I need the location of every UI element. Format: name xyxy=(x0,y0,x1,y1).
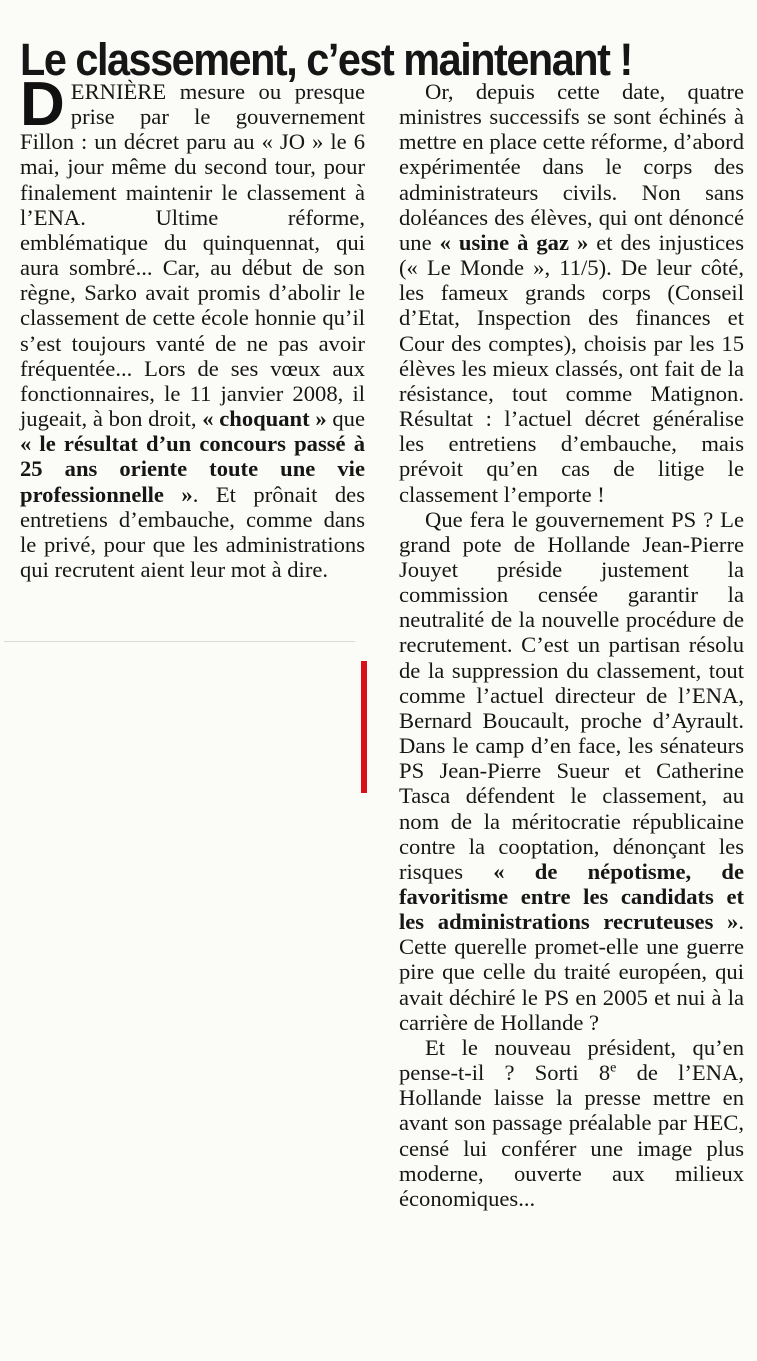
column-end-rule xyxy=(4,641,355,642)
paragraph-1-text-3: . Et prônait des entretiens d’embauche, comme dans le privé, pour que les administrations qui recrutent aient leur mot à dire. xyxy=(20,481,365,582)
quote-usine-a-gaz: « usine à gaz » xyxy=(439,229,589,255)
paragraph-1-text: ERNIÈRE mesure ou presque prise par le gouvernement Fillon : un décret paru au « JO » le 6 mai, jour même du second tour, pour finalement maintenir le classement à l’ENA. Ultime réforme, emblématique du quinquennat, qui aura sombré... Car, au début de son règne, Sarko avait promis d’abolir le classement de cette école honnie qu’il s’est toujours vanté de ne pas avoir fréquentée... Lors de ses vœux aux fonctionnaires, le 11 janvier 2008, il jugeait, à bon droit, xyxy=(20,79,365,432)
paragraph-3-text-2: . Cette querelle promet-elle une guerre pire que celle du traité européen, qui avait déchiré le PS en 2005 et nui à la carrière de Hollande ? xyxy=(399,909,744,1035)
red-margin-mark xyxy=(361,661,367,793)
left-column xyxy=(20,70,365,582)
paragraph-2-text-2: et des injustices (« Le Monde », 11/5). De leur côté, les fameux grands corps (Conseil d’Etat, Inspection des finances et Cour des comptes), choisis par les 15 élèves les mieux classés, ont fait de la résistance, tout comme Matignon. Résultat : l’actuel décret généralise les entretiens d’embauche, mais prévoit qu’en cas de litige le classement l’emporte ! xyxy=(399,229,744,507)
paragraph-4-text: Et le nouveau président, qu’en pense-t-il ? Sorti 8 xyxy=(399,1034,744,1086)
paragraph-4 xyxy=(399,1035,744,1211)
quote-concours: « le résultat d’un concours passé à 25 ans oriente toute une vie professionnelle » xyxy=(20,431,365,507)
quote-nepotisme: « de népotisme, de favoritisme entre les candidats et les administrations recruteuses » xyxy=(399,858,744,935)
paragraph-2 xyxy=(399,79,744,507)
ordinal-superscript: e xyxy=(610,1060,617,1076)
article-headline: Le classement, c’est maintenant ! xyxy=(20,34,632,86)
drop-cap-letter: D xyxy=(20,70,65,139)
right-column xyxy=(399,79,744,1211)
paragraph-4-text-2: de l’ENA, Hollande laisse la presse mettre en avant son passage préalable par HEC, censé lui conférer une image plus moderne, ouverte aux milieux économiques... xyxy=(399,1060,744,1211)
paragraph-1 xyxy=(20,70,365,582)
paragraph-1-text-2: que xyxy=(326,406,365,432)
quote-choquant: « choquant » xyxy=(202,406,327,432)
paragraph-2-text: Or, depuis cette date, quatre ministres successifs se sont échinés à mettre en place cette réforme, d’abord expérimentée dans le corps des administrateurs civils. Non sans doléances des élèves, qui ont dénoncé une xyxy=(399,79,744,255)
paragraph-3 xyxy=(399,507,744,1035)
paragraph-3-text: Que fera le gouvernement PS ? Le grand pote de Hollande Jean-Pierre Jouyet préside justement la commission censée garantir la neutralité de la nouvelle procédure de recrutement. C’est un partisan résolu de la suppression du classement, tout comme l’actuel directeur de l’ENA, Bernard Boucault, proche d’Ayrault. Dans le camp d’en face, les sénateurs PS Jean-Pierre Sueur et Catherine Tasca défendent le classement, au nom de la méritocratie républicaine contre la cooptation, dénonçant les risques xyxy=(399,506,744,884)
